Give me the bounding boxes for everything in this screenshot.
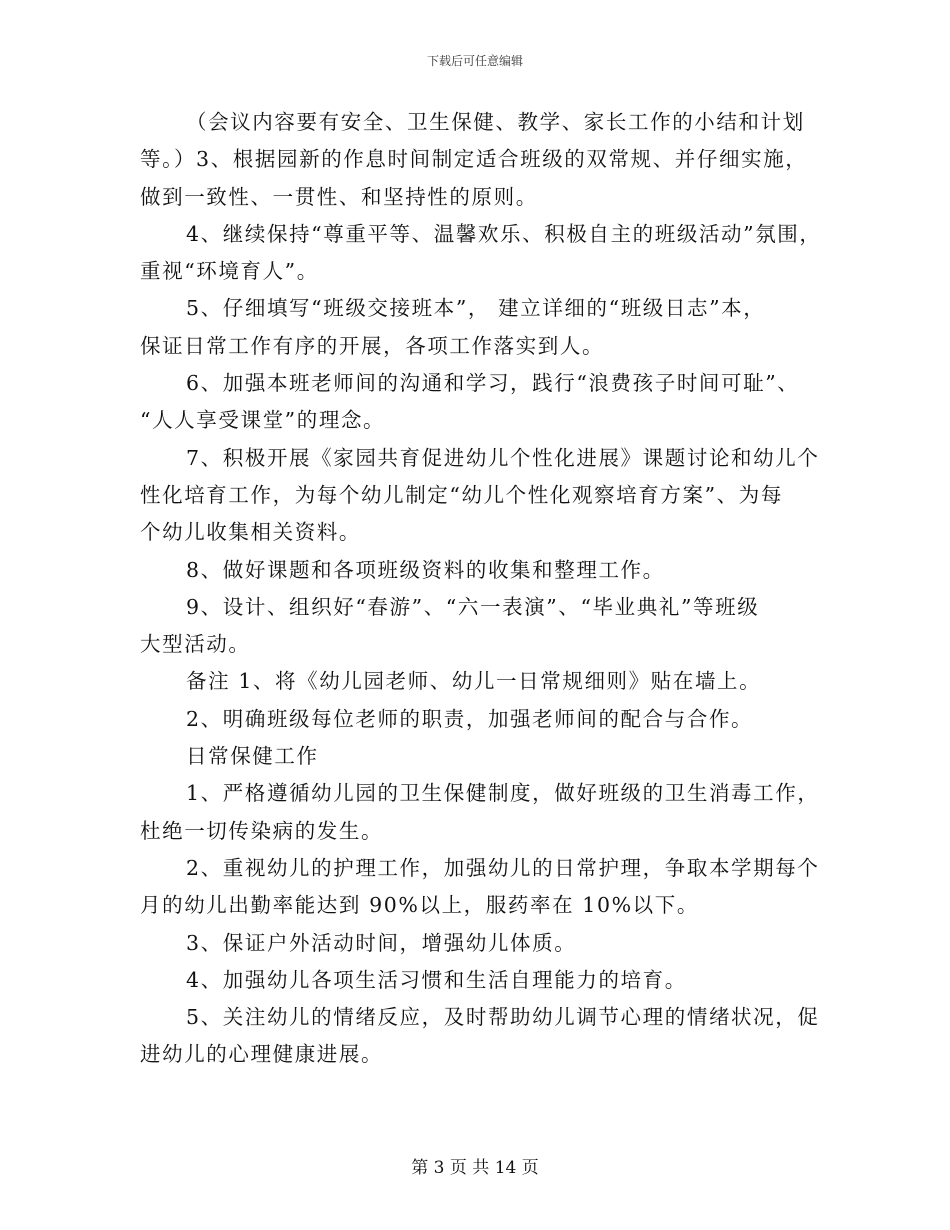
body-line: 2、重视幼儿的护理工作，加强幼儿的日常护理，争取本学期每个 bbox=[186, 855, 820, 880]
body-line: 7、积极开展《家园共育促进幼儿个性化进展》课题讨论和幼儿个 bbox=[186, 445, 820, 470]
body-line: 进幼儿的心理健康进展。 bbox=[140, 1042, 384, 1067]
body-line: 个幼儿收集相关资料。 bbox=[140, 520, 361, 545]
body-line: 杜绝一切传染病的发生。 bbox=[140, 818, 384, 843]
body-line: （会议内容要有安全、卫生保健、教学、家长工作的小结和计划 bbox=[186, 110, 805, 134]
body-line: 4、继续保持“尊重平等、温馨欢乐、积极自主的班级活动”氛围， bbox=[186, 221, 822, 246]
body-line: 9、设计、组织好“春游”、“六一表演”、“毕业典礼”等班级 bbox=[186, 594, 760, 619]
body-line: 做到一致性、一贯性、和坚持性的原则。 bbox=[140, 184, 538, 209]
page-footer: 第 3 页 共 14 页 bbox=[411, 1158, 539, 1178]
body-line: 4、加强幼儿各项生活习惯和生活自理能力的培育。 bbox=[186, 967, 687, 992]
body-line: 性化培育工作，为每个幼儿制定“幼儿个性化观察培育方案”、为每 bbox=[140, 482, 783, 507]
body-line: 6、加强本班老师间的沟通和学习，践行“浪费孩子时间可耻”、 bbox=[186, 371, 800, 396]
body-line: 备注 1、将《幼儿园老师、幼儿一日常规细则》贴在墙上。 bbox=[186, 669, 762, 694]
body-line: 保证日常工作有序的开展，各项工作落实到人。 bbox=[140, 333, 605, 358]
body-line: 8、做好课题和各项班级资料的收集和整理工作。 bbox=[186, 557, 665, 582]
page-header: 下载后可任意编辑 bbox=[426, 54, 523, 68]
body-line: 5、关注幼儿的情绪反应，及时帮助幼儿调节心理的情绪状况，促 bbox=[186, 1005, 820, 1030]
body-line: 等。）3、根据园新的作息时间制定适合班级的双常规、并仔细实施， bbox=[140, 147, 808, 172]
body-line: 月的幼儿出勤率能达到 90%以上，服药率在 10%以下。 bbox=[140, 893, 699, 918]
document-body bbox=[140, 104, 820, 1074]
body-line: “人人享受课堂”的理念。 bbox=[140, 408, 386, 433]
body-line: 大型活动。 bbox=[140, 632, 251, 657]
body-line: 3、保证户外活动时间，增强幼儿体质。 bbox=[186, 930, 577, 955]
section-heading: 日常保健工作 bbox=[186, 744, 319, 769]
body-line: 5、仔细填写“班级交接班本”， 建立详细的“班级日志”本， bbox=[186, 296, 766, 321]
body-line: 2、明确班级每位老师的职责，加强老师间的配合与合作。 bbox=[186, 706, 754, 731]
body-line: 1、严格遵循幼儿园的卫生保健制度，做好班级的卫生消毒工作， bbox=[186, 781, 820, 806]
body-line: 重视“环境育人”。 bbox=[140, 259, 319, 284]
